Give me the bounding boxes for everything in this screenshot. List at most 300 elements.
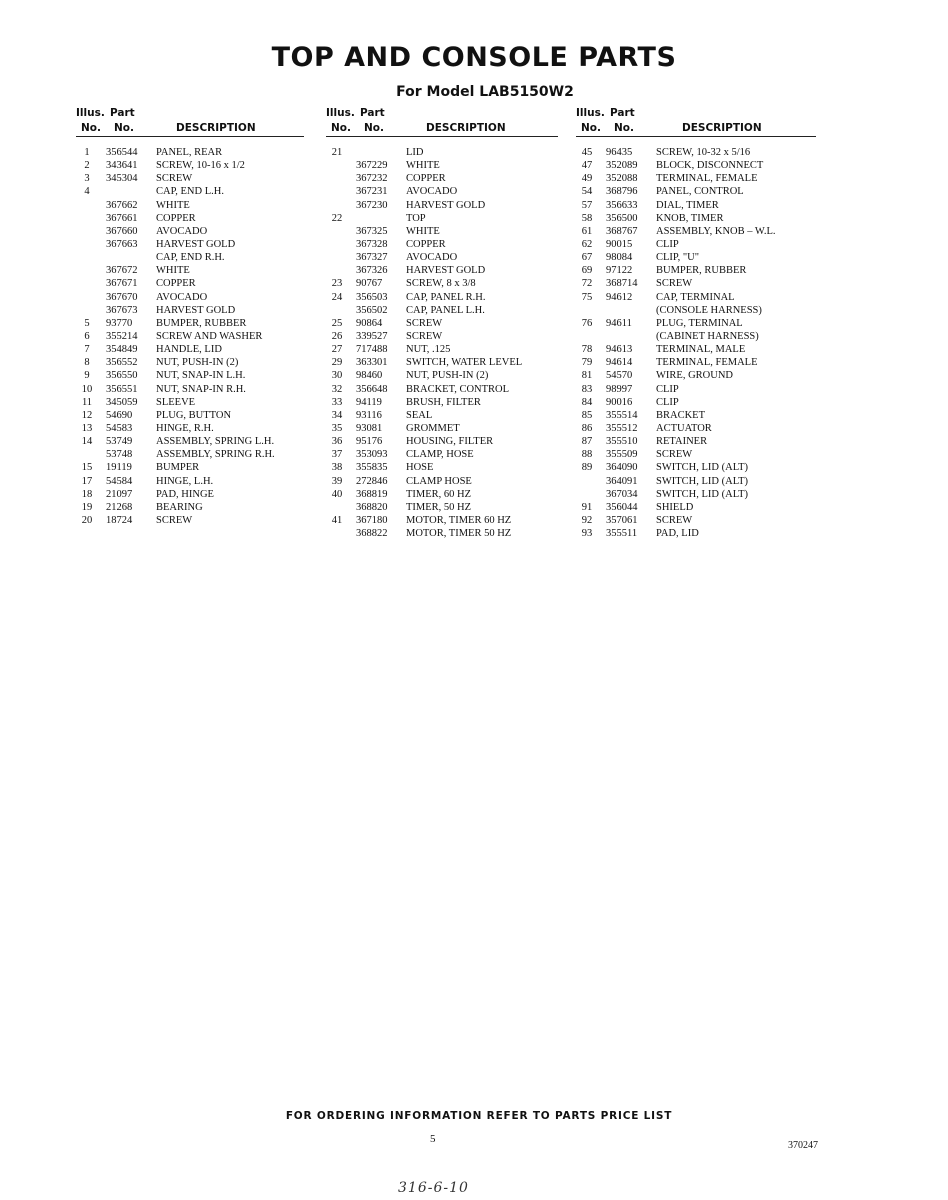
table-row bbox=[326, 383, 558, 396]
part-number: 98997 bbox=[606, 383, 633, 395]
header-part-no: No. bbox=[114, 122, 134, 134]
part-number: 356502 bbox=[356, 304, 388, 316]
part-description: MOTOR, TIMER 50 HZ bbox=[406, 528, 512, 540]
part-description: PAD, HINGE bbox=[156, 488, 214, 500]
illus-number: 22 bbox=[331, 212, 343, 224]
part-number: 356552 bbox=[106, 357, 138, 369]
part-description: SCREW bbox=[656, 514, 693, 526]
table-row bbox=[326, 356, 558, 369]
table-row bbox=[576, 514, 816, 527]
illus-number: 15 bbox=[81, 462, 93, 474]
part-number: 367232 bbox=[356, 173, 388, 185]
illus-number: 26 bbox=[331, 330, 343, 342]
part-description: TERMINAL, FEMALE bbox=[656, 357, 758, 369]
illus-number: 20 bbox=[81, 514, 93, 526]
illus-number: 36 bbox=[331, 436, 343, 448]
part-description: HOSE bbox=[406, 462, 434, 474]
parts-rows bbox=[576, 146, 816, 540]
part-number: 356633 bbox=[606, 199, 638, 211]
part-description: CLAMP HOSE bbox=[406, 475, 472, 487]
table-row bbox=[326, 330, 558, 343]
illus-number: 57 bbox=[581, 199, 593, 211]
part-description: SWITCH, LID (ALT) bbox=[656, 475, 749, 487]
illus-number: 84 bbox=[581, 396, 593, 408]
part-number: 367180 bbox=[356, 514, 388, 526]
part-description: SCREW bbox=[156, 514, 193, 526]
part-number: 356551 bbox=[106, 383, 138, 395]
table-row bbox=[326, 212, 558, 225]
part-number: 353093 bbox=[356, 449, 388, 461]
table-row bbox=[326, 514, 558, 527]
part-description: GROMMET bbox=[406, 422, 460, 434]
part-number: 355512 bbox=[606, 422, 638, 434]
parts-column-1 bbox=[76, 104, 304, 527]
part-description: PAD, LID bbox=[656, 528, 699, 540]
header-part: Part bbox=[110, 107, 135, 119]
table-row bbox=[326, 264, 558, 277]
table-row bbox=[576, 343, 816, 356]
header-part-no: No. bbox=[614, 122, 634, 134]
illus-number: 14 bbox=[81, 436, 93, 448]
part-number: 94612 bbox=[606, 291, 633, 303]
table-row bbox=[576, 225, 816, 238]
part-description: SCREW, 10-32 x 5/16 bbox=[656, 147, 751, 158]
part-number: 96435 bbox=[606, 147, 633, 158]
part-description: SCREW, 8 x 3/8 bbox=[406, 278, 476, 290]
table-row bbox=[76, 172, 304, 185]
part-number: 356500 bbox=[606, 212, 638, 224]
part-description: CLAMP, HOSE bbox=[406, 449, 474, 461]
document-number: 370247 bbox=[788, 1140, 818, 1151]
table-row bbox=[76, 383, 304, 396]
part-number: 368714 bbox=[606, 278, 638, 290]
table-row bbox=[76, 448, 304, 461]
part-number: 363301 bbox=[356, 357, 388, 369]
part-number: 367325 bbox=[356, 225, 388, 237]
part-description: SWITCH, LID (ALT) bbox=[656, 488, 749, 500]
table-row bbox=[326, 475, 558, 488]
part-description: NUT, .125 bbox=[406, 344, 451, 356]
part-number: 352089 bbox=[606, 160, 638, 172]
illus-number: 6 bbox=[84, 330, 90, 342]
part-number: 90016 bbox=[606, 396, 633, 408]
part-description: COPPER bbox=[406, 173, 446, 185]
illus-number: 38 bbox=[331, 462, 343, 474]
page-title: TOP AND CONSOLE PARTS bbox=[271, 42, 677, 73]
part-description: PLUG, BUTTON bbox=[156, 409, 232, 421]
part-number: 357061 bbox=[606, 514, 638, 526]
part-description: AVOCADO bbox=[406, 252, 458, 264]
part-description: CAP, END L.H. bbox=[156, 186, 224, 198]
part-number: 356044 bbox=[606, 501, 638, 513]
illus-number: 62 bbox=[581, 238, 593, 250]
part-number: 272846 bbox=[356, 475, 388, 487]
part-description: SWITCH, WATER LEVEL bbox=[406, 357, 523, 369]
table-row bbox=[576, 422, 816, 435]
part-number: 53749 bbox=[106, 436, 133, 448]
table-row bbox=[76, 264, 304, 277]
part-description: CAP, END R.H. bbox=[156, 252, 225, 264]
table-row bbox=[576, 409, 816, 422]
table-row bbox=[576, 383, 816, 396]
part-description: TIMER, 60 HZ bbox=[406, 488, 472, 500]
part-number: 356544 bbox=[106, 147, 138, 158]
part-description: NUT, PUSH-IN (2) bbox=[156, 357, 239, 369]
table-row bbox=[576, 356, 816, 369]
illus-number: 10 bbox=[81, 383, 93, 395]
table-row bbox=[76, 488, 304, 501]
illus-number: 32 bbox=[331, 383, 343, 395]
part-number: 97122 bbox=[606, 265, 633, 277]
table-row bbox=[576, 212, 816, 225]
part-description: HARVEST GOLD bbox=[406, 199, 486, 211]
table-row bbox=[326, 291, 558, 304]
header-description: DESCRIPTION bbox=[682, 122, 762, 134]
table-row bbox=[576, 199, 816, 212]
part-number: 367671 bbox=[106, 278, 138, 290]
part-number: 98084 bbox=[606, 252, 633, 264]
illus-number: 47 bbox=[581, 160, 593, 172]
illus-number: 25 bbox=[331, 317, 343, 329]
part-description: HOUSING, FILTER bbox=[406, 436, 494, 448]
table-row bbox=[576, 396, 816, 409]
table-row bbox=[76, 409, 304, 422]
part-number: 368796 bbox=[606, 186, 638, 198]
table-row bbox=[76, 185, 304, 198]
table-row bbox=[326, 172, 558, 185]
table-row bbox=[76, 422, 304, 435]
part-number: 21268 bbox=[106, 501, 133, 513]
illus-number: 29 bbox=[331, 357, 343, 369]
table-row bbox=[576, 369, 816, 382]
header-illus-no: No. bbox=[581, 122, 601, 134]
illus-number: 83 bbox=[581, 383, 593, 395]
part-number: 368767 bbox=[606, 225, 638, 237]
part-number: 95176 bbox=[356, 436, 383, 448]
part-description: CLIP bbox=[656, 238, 679, 250]
header-illus: Illus. bbox=[576, 107, 605, 119]
column-header bbox=[326, 104, 558, 137]
header-description: DESCRIPTION bbox=[176, 122, 256, 134]
page-number: 5 bbox=[430, 1133, 436, 1145]
part-description: LID bbox=[406, 147, 424, 158]
table-row bbox=[326, 277, 558, 290]
table-row bbox=[576, 317, 816, 330]
illus-number: 72 bbox=[581, 278, 593, 290]
part-description: HARVEST GOLD bbox=[156, 238, 236, 250]
table-row bbox=[76, 199, 304, 212]
illus-number: 61 bbox=[581, 225, 593, 237]
part-number: 367670 bbox=[106, 291, 138, 303]
table-row bbox=[576, 475, 816, 488]
part-number: 355510 bbox=[606, 436, 638, 448]
table-row bbox=[576, 172, 816, 185]
part-description: WHITE bbox=[406, 160, 440, 172]
part-description: SCREW bbox=[656, 449, 693, 461]
part-number: 19119 bbox=[106, 462, 132, 474]
table-row bbox=[76, 277, 304, 290]
part-description: AVOCADO bbox=[406, 186, 458, 198]
illus-number: 19 bbox=[81, 501, 93, 513]
handwritten-note: 316-6-10 bbox=[398, 1180, 469, 1196]
part-number: 90864 bbox=[356, 317, 383, 329]
parts-rows bbox=[76, 146, 304, 527]
illus-number: 92 bbox=[581, 514, 593, 526]
parts-column-2 bbox=[326, 104, 558, 540]
table-row bbox=[76, 212, 304, 225]
part-description: SCREW bbox=[156, 173, 193, 185]
part-description: CLIP bbox=[656, 396, 679, 408]
table-row bbox=[76, 396, 304, 409]
table-row bbox=[326, 185, 558, 198]
illus-number: 12 bbox=[81, 409, 93, 421]
part-number: 368820 bbox=[356, 501, 388, 513]
illus-number: 33 bbox=[331, 396, 343, 408]
part-description: PANEL, CONTROL bbox=[656, 186, 744, 198]
part-number: 367229 bbox=[356, 160, 388, 172]
table-row bbox=[326, 317, 558, 330]
part-description: RETAINER bbox=[656, 436, 708, 448]
table-row bbox=[76, 343, 304, 356]
part-number: 367230 bbox=[356, 199, 388, 211]
table-row bbox=[576, 277, 816, 290]
illus-number: 2 bbox=[84, 160, 90, 172]
part-description: NUT, SNAP-IN L.H. bbox=[156, 370, 246, 382]
part-description: SCREW bbox=[656, 278, 693, 290]
illus-number: 11 bbox=[81, 396, 93, 408]
part-description: BRUSH, FILTER bbox=[406, 396, 481, 408]
table-row bbox=[576, 146, 816, 159]
table-row bbox=[76, 238, 304, 251]
illus-number: 4 bbox=[84, 186, 90, 198]
table-row bbox=[576, 238, 816, 251]
part-description: BUMPER bbox=[156, 462, 200, 474]
header-illus: Illus. bbox=[326, 107, 355, 119]
part-description: SCREW bbox=[406, 317, 443, 329]
illus-number: 18 bbox=[81, 488, 93, 500]
part-description: ASSEMBLY, SPRING R.H. bbox=[156, 449, 275, 461]
part-description: CLIP bbox=[656, 383, 679, 395]
part-description: COPPER bbox=[156, 278, 196, 290]
table-row bbox=[326, 225, 558, 238]
part-number: 355514 bbox=[606, 409, 638, 421]
table-row bbox=[326, 343, 558, 356]
parts-column-3 bbox=[576, 104, 816, 540]
part-number: 94611 bbox=[606, 317, 632, 329]
table-row bbox=[76, 369, 304, 382]
table-row bbox=[76, 330, 304, 343]
header-illus: Illus. bbox=[76, 107, 105, 119]
part-description: TIMER, 50 HZ bbox=[406, 501, 472, 513]
table-row bbox=[326, 461, 558, 474]
illus-number: 13 bbox=[81, 422, 93, 434]
part-description: WHITE bbox=[406, 225, 440, 237]
table-row bbox=[576, 435, 816, 448]
part-description: BEARING bbox=[156, 501, 203, 513]
part-number: 717488 bbox=[356, 344, 388, 356]
illus-number: 81 bbox=[581, 370, 593, 382]
part-number: 90767 bbox=[356, 278, 383, 290]
table-row bbox=[326, 435, 558, 448]
table-row bbox=[76, 514, 304, 527]
part-number: 355835 bbox=[356, 462, 388, 474]
table-row bbox=[326, 199, 558, 212]
illus-number: 69 bbox=[581, 265, 593, 277]
illus-number: 27 bbox=[331, 344, 343, 356]
part-description: SHIELD bbox=[656, 501, 694, 513]
part-description: BRACKET, CONTROL bbox=[406, 383, 510, 395]
part-number: 18724 bbox=[106, 514, 133, 526]
header-part: Part bbox=[610, 107, 635, 119]
table-row bbox=[76, 475, 304, 488]
part-description: KNOB, TIMER bbox=[656, 212, 724, 224]
part-number: 345059 bbox=[106, 396, 138, 408]
part-number: 355511 bbox=[606, 528, 638, 540]
part-description: NUT, SNAP-IN R.H. bbox=[156, 383, 246, 395]
table-row bbox=[326, 146, 558, 159]
illus-number: 85 bbox=[581, 409, 593, 421]
part-number: 367327 bbox=[356, 252, 388, 264]
part-number: 356503 bbox=[356, 291, 388, 303]
illus-number: 34 bbox=[331, 409, 343, 421]
table-row bbox=[326, 369, 558, 382]
illus-number: 45 bbox=[581, 147, 593, 158]
table-row bbox=[576, 291, 816, 304]
illus-number: 88 bbox=[581, 449, 593, 461]
part-number: 93116 bbox=[356, 409, 382, 421]
table-row bbox=[576, 448, 816, 461]
illus-number: 58 bbox=[581, 212, 593, 224]
illus-number: 78 bbox=[581, 344, 593, 356]
model-subtitle: For Model LAB5150W2 bbox=[396, 84, 574, 100]
part-number: 54584 bbox=[106, 475, 133, 487]
table-row bbox=[576, 527, 816, 540]
illus-number: 41 bbox=[331, 514, 343, 526]
part-description: SCREW AND WASHER bbox=[156, 330, 263, 342]
table-row bbox=[576, 501, 816, 514]
illus-number: 23 bbox=[331, 278, 343, 290]
table-row bbox=[76, 251, 304, 264]
part-number: 93081 bbox=[356, 422, 383, 434]
part-number: 345304 bbox=[106, 173, 138, 185]
illus-number: 89 bbox=[581, 462, 593, 474]
table-row bbox=[76, 356, 304, 369]
part-number: 356550 bbox=[106, 370, 138, 382]
table-row bbox=[76, 304, 304, 317]
part-description: SWITCH, LID (ALT) bbox=[656, 462, 749, 474]
table-row bbox=[326, 501, 558, 514]
part-number: 352088 bbox=[606, 173, 638, 185]
part-description: HANDLE, LID bbox=[156, 344, 222, 356]
part-description: AVOCADO bbox=[156, 291, 208, 303]
table-row bbox=[576, 330, 816, 343]
table-row bbox=[76, 146, 304, 159]
part-description: TOP bbox=[406, 212, 426, 224]
part-number: 367034 bbox=[606, 488, 638, 500]
part-description: ASSEMBLY, KNOB – W.L. bbox=[656, 225, 776, 237]
table-row bbox=[326, 422, 558, 435]
parts-rows bbox=[326, 146, 558, 540]
part-number: 367328 bbox=[356, 238, 388, 250]
illus-number: 35 bbox=[331, 422, 343, 434]
illus-number: 79 bbox=[581, 357, 593, 369]
part-number: 54570 bbox=[606, 370, 633, 382]
part-description: BLOCK, DISCONNECT bbox=[656, 160, 764, 172]
part-description: HINGE, L.H. bbox=[156, 475, 214, 487]
part-description: PLUG, TERMINAL bbox=[656, 317, 743, 329]
illus-number: 86 bbox=[581, 422, 593, 434]
illus-number: 76 bbox=[581, 317, 593, 329]
part-description: CAP, TERMINAL bbox=[656, 291, 735, 303]
table-row bbox=[76, 225, 304, 238]
part-number: 367663 bbox=[106, 238, 138, 250]
illus-number: 24 bbox=[331, 291, 343, 303]
part-description: ACTUATOR bbox=[656, 422, 712, 434]
part-number: 368819 bbox=[356, 488, 388, 500]
part-description: SCREW, 10-16 x 1/2 bbox=[156, 160, 245, 172]
part-description: WHITE bbox=[156, 199, 190, 211]
part-description: NUT, PUSH-IN (2) bbox=[406, 370, 489, 382]
header-part: Part bbox=[360, 107, 385, 119]
table-row bbox=[76, 501, 304, 514]
part-description: TERMINAL, MALE bbox=[656, 344, 746, 356]
part-number: 355509 bbox=[606, 449, 638, 461]
part-description: HINGE, R.H. bbox=[156, 422, 214, 434]
part-description: DIAL, TIMER bbox=[656, 199, 719, 211]
part-description: CAP, PANEL L.H. bbox=[406, 304, 485, 316]
illus-number: 40 bbox=[331, 488, 343, 500]
part-description: SCREW bbox=[406, 330, 443, 342]
header-illus-no: No. bbox=[81, 122, 101, 134]
illus-number: 91 bbox=[581, 501, 593, 513]
table-row bbox=[576, 264, 816, 277]
column-header bbox=[576, 104, 816, 137]
part-description: SLEEVE bbox=[156, 396, 196, 408]
part-number: 98460 bbox=[356, 370, 383, 382]
illus-number: 93 bbox=[581, 528, 593, 540]
part-number: 54583 bbox=[106, 422, 133, 434]
illus-number: 54 bbox=[581, 186, 593, 198]
table-row bbox=[76, 435, 304, 448]
illus-number: 75 bbox=[581, 291, 593, 303]
header-part-no: No. bbox=[364, 122, 384, 134]
table-row bbox=[576, 185, 816, 198]
part-description: TERMINAL, FEMALE bbox=[656, 173, 758, 185]
part-number: 54690 bbox=[106, 409, 133, 421]
part-number: 367661 bbox=[106, 212, 138, 224]
table-row bbox=[326, 448, 558, 461]
table-row bbox=[576, 159, 816, 172]
part-description: COPPER bbox=[406, 238, 446, 250]
table-row bbox=[576, 488, 816, 501]
part-number: 90015 bbox=[606, 238, 633, 250]
part-description: CAP, PANEL R.H. bbox=[406, 291, 486, 303]
column-header bbox=[76, 104, 304, 137]
part-number: 21097 bbox=[106, 488, 133, 500]
part-description: PANEL, REAR bbox=[156, 147, 223, 158]
header-description: DESCRIPTION bbox=[426, 122, 506, 134]
part-description: AVOCADO bbox=[156, 225, 208, 237]
part-number: 367326 bbox=[356, 265, 388, 277]
illus-number: 87 bbox=[581, 436, 593, 448]
table-row bbox=[326, 159, 558, 172]
illus-number: 9 bbox=[84, 370, 90, 382]
part-number: 367662 bbox=[106, 199, 138, 211]
part-description: HARVEST GOLD bbox=[406, 265, 486, 277]
part-number: 354849 bbox=[106, 344, 138, 356]
part-description: BUMPER, RUBBER bbox=[656, 265, 747, 277]
table-row bbox=[576, 304, 816, 317]
